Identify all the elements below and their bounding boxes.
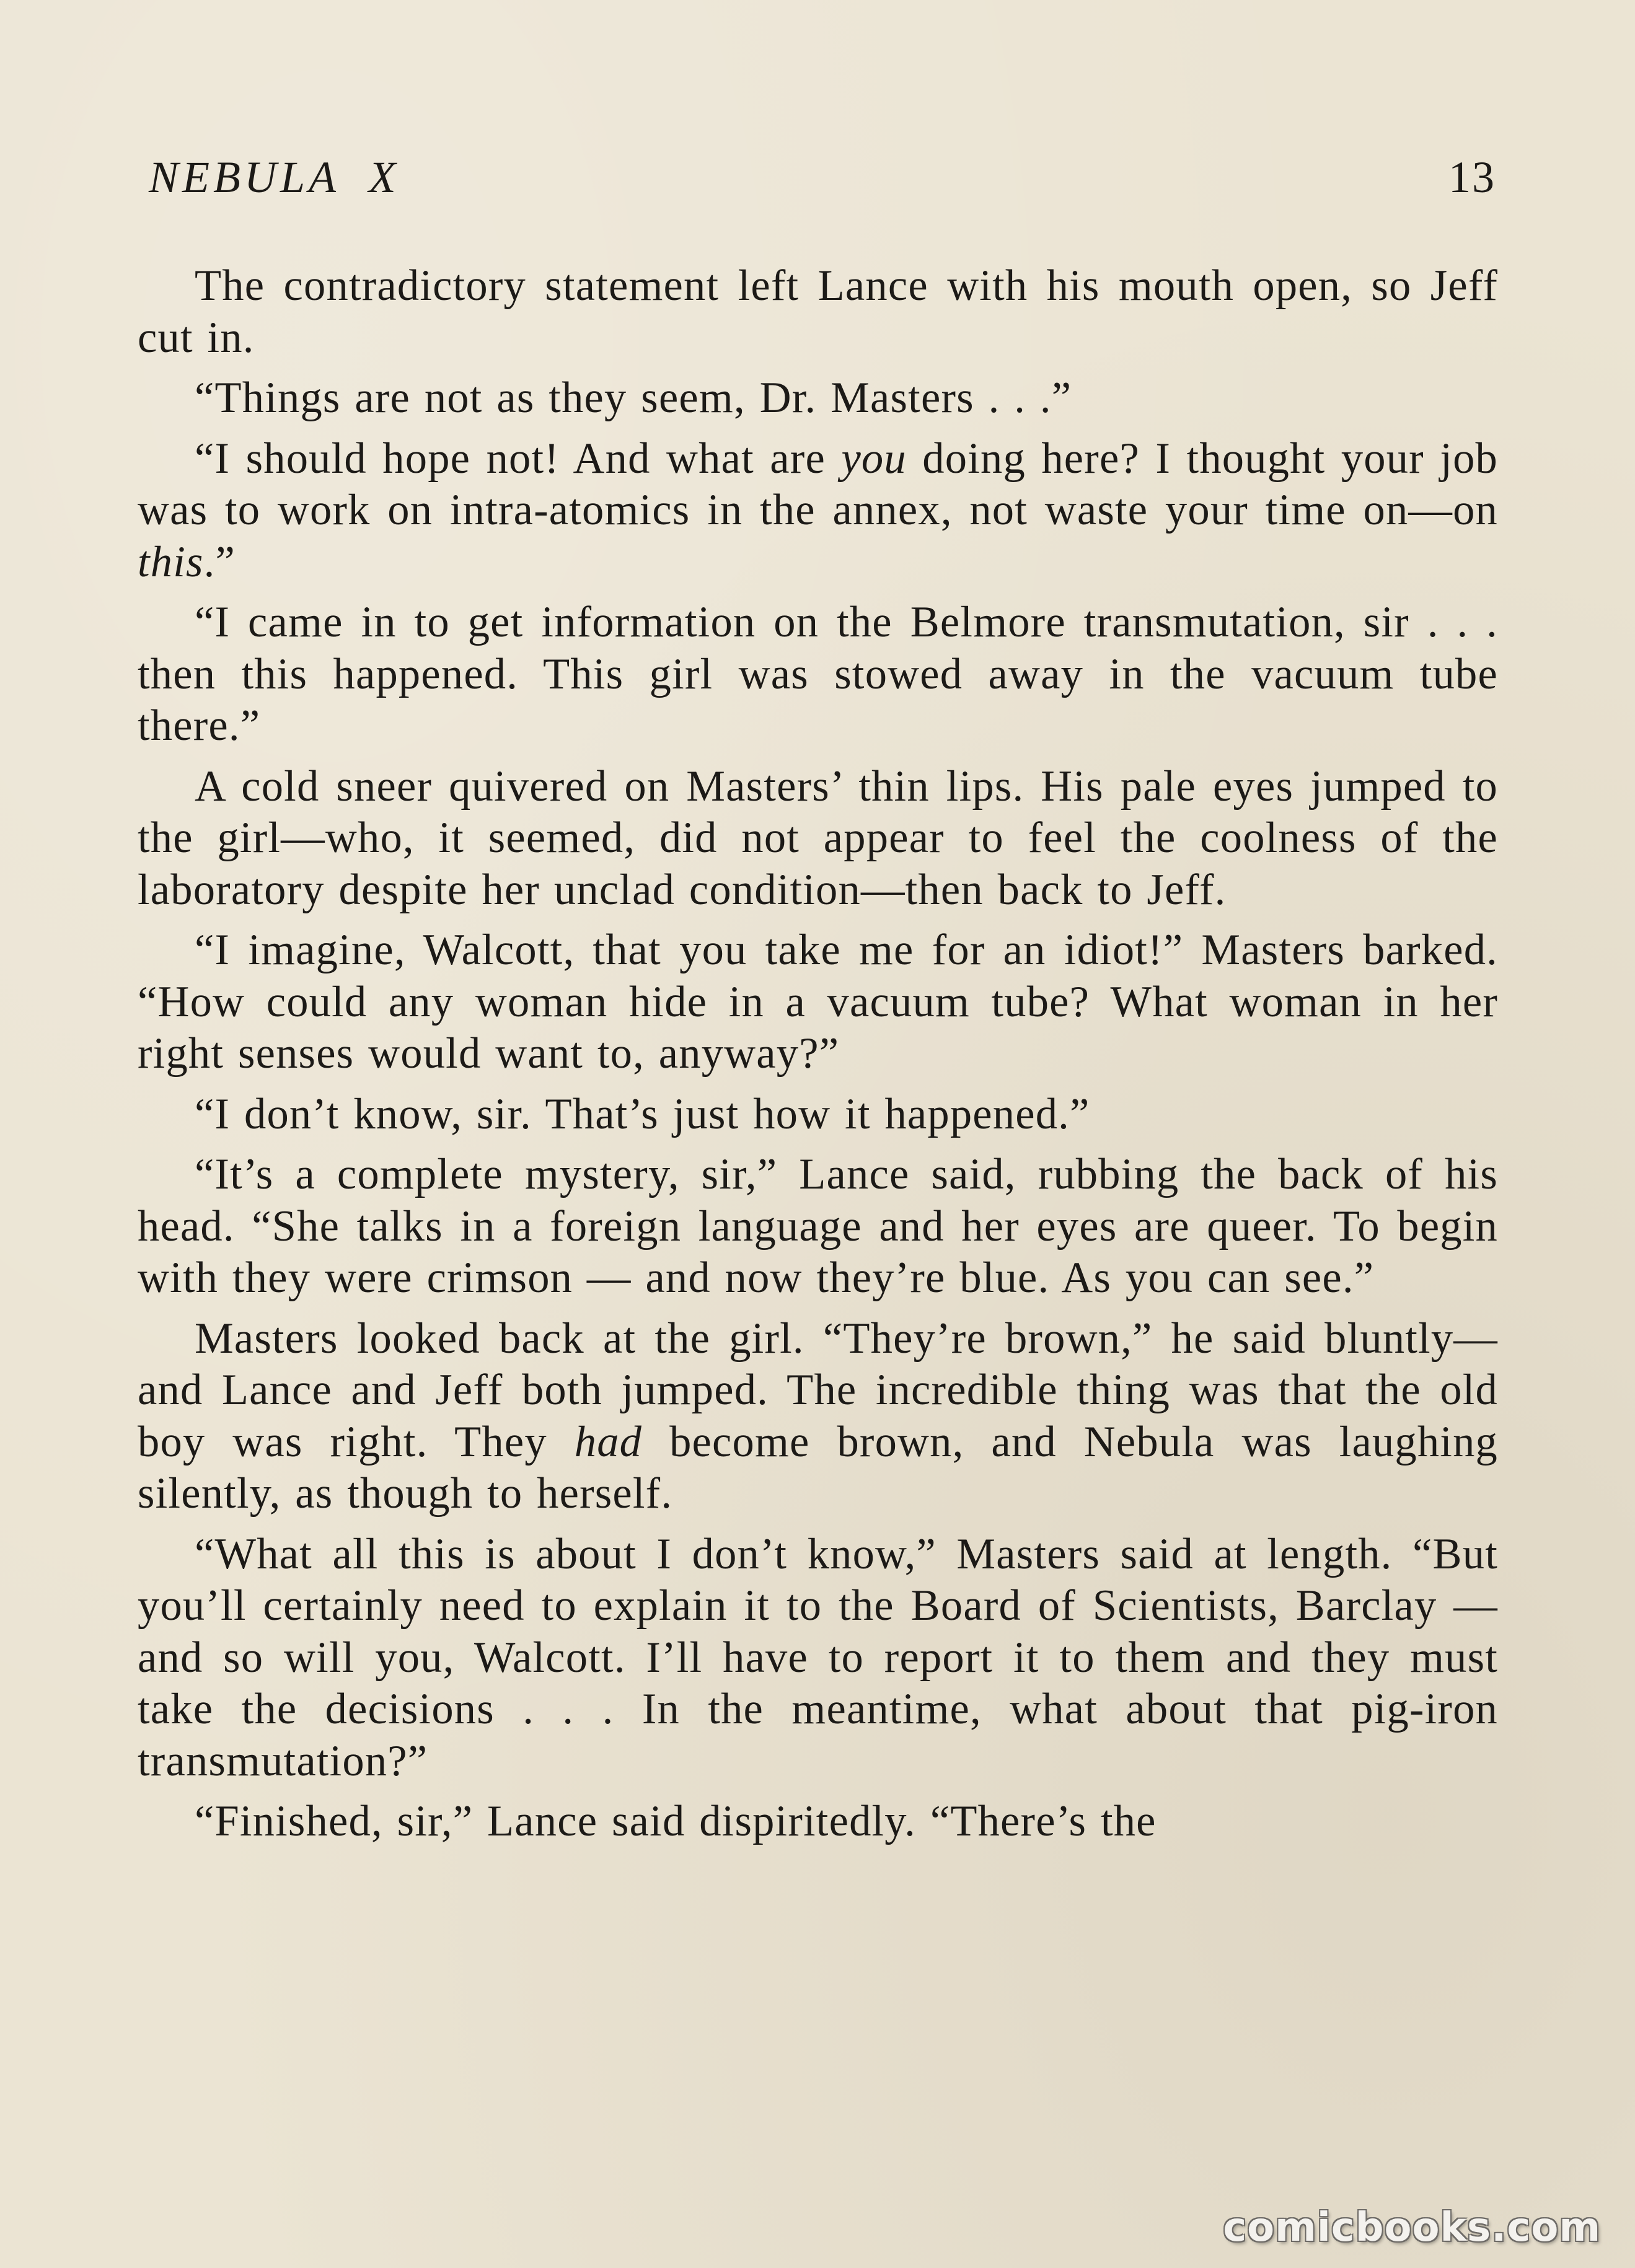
paragraph	[138, 925, 1498, 1080]
running-head	[149, 152, 1496, 208]
text-run: The contradictory statement left Lance with his mouth open, so Jeff cut in.	[138, 262, 1498, 362]
paragraph	[138, 260, 1498, 364]
text-run: .”	[203, 537, 236, 586]
paragraph	[138, 372, 1498, 424]
paragraph	[138, 1796, 1498, 1848]
text-run: Masters looked back at the girl. “They’re brown,” he said bluntly—and Lance and Jeff both jumped. The incredible thing was that the old boy was right. They	[138, 1314, 1498, 1466]
text-run: “I came in to get information on the Belmore transmutation, sir . . . then this happened. This girl was stowed away in the vacuum tube there.”	[138, 598, 1498, 750]
text-run: “Finished, sir,” Lance said dispiritedly. “There’s the	[195, 1797, 1157, 1845]
text-body	[138, 260, 1498, 1857]
text-run: “It’s a complete mystery, sir,” Lance said, rubbing the back of his head. “She talks in a foreign language and her eyes are queer. To begin with they were crimson — and now they’re blue. As you can see.”	[138, 1150, 1498, 1302]
paragraph	[138, 1529, 1498, 1788]
italic-text: you	[841, 434, 907, 483]
paragraph	[138, 1313, 1498, 1520]
watermark: comicbooks.com	[1223, 2205, 1601, 2251]
paragraph	[138, 1089, 1498, 1141]
paragraph	[138, 1149, 1498, 1304]
text-run: “I imagine, Walcott, that you take me for an idiot!” Masters barked. “How could any woman hide in a vacuum tube? What woman in her right senses would want to, anyway?”	[138, 926, 1498, 1078]
text-run: “What all this is about I don’t know,” Masters said at length. “But you’ll certainly need to explain it to the Board of Scientists, Barclay — and so will you, Walcott. I’ll have to report it to them and they must take the decisions . . . In the meantime, what about that pig-iron transmutation?”	[138, 1529, 1498, 1785]
paragraph	[138, 433, 1498, 589]
text-run: “I don’t know, sir. That’s just how it happened.”	[195, 1089, 1090, 1138]
running-title: NEBULA X	[149, 152, 400, 202]
italic-text: this	[138, 537, 204, 586]
text-run: “Things are not as they seem, Dr. Masters . . .”	[195, 374, 1072, 422]
page-number: 13	[1448, 152, 1496, 202]
italic-text: had	[574, 1417, 643, 1466]
paragraph	[138, 597, 1498, 752]
text-run: A cold sneer quivered on Masters’ thin lips. His pale eyes jumped to the girl—who, it seemed, did not appear to feel the coolness of the laboratory despite her unclad condition—then back to Jeff.	[138, 762, 1498, 914]
paragraph	[138, 761, 1498, 916]
text-run: become brown, and Nebula was laughing silently, as though to herself.	[138, 1417, 1498, 1518]
text-run: “I should hope not! And what are	[195, 434, 842, 483]
text-run: doing here? I thought your job was to work on intra-atomics in the annex, not waste your time on—on	[138, 434, 1498, 534]
